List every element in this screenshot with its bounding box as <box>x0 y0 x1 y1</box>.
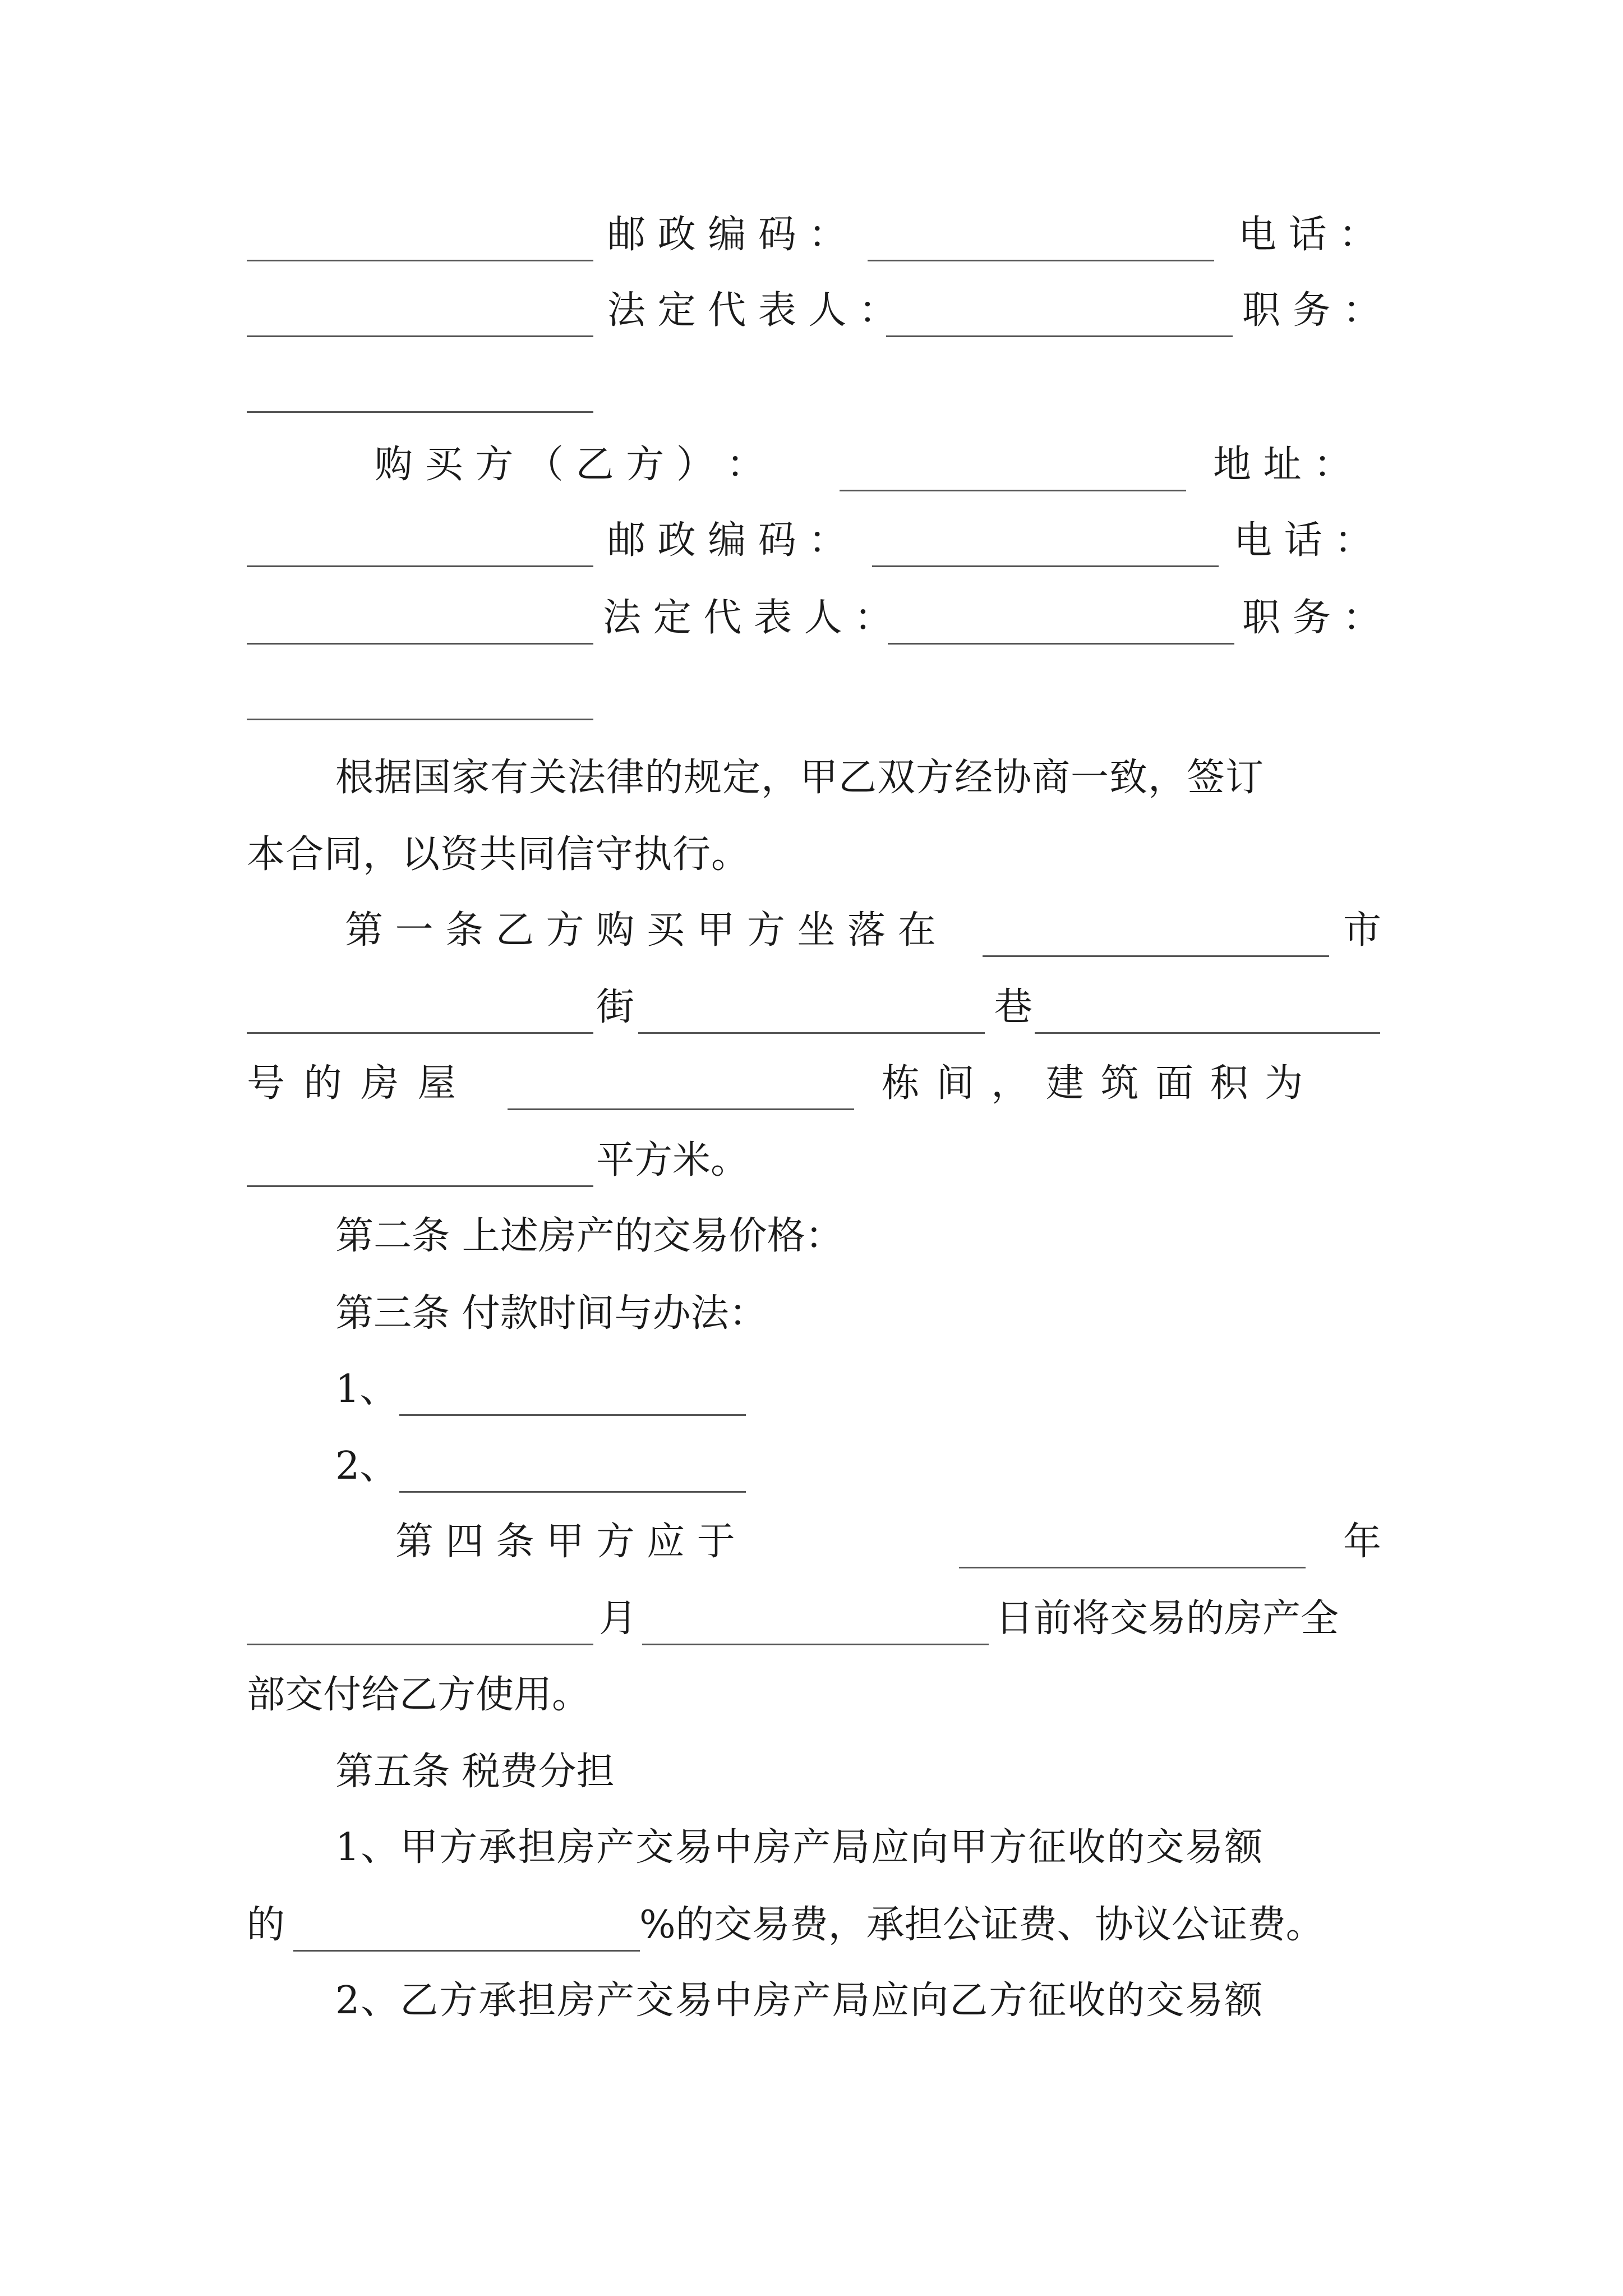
blank-field[interactable] <box>399 1414 746 1416</box>
article3-line <box>0 1291 1623 1371</box>
legal-rep-label: 法 定 代 表 人 ： <box>607 288 897 333</box>
article1-intro: 第 一 条 乙 方 购 买 甲 方 坐 落 在 <box>345 908 936 953</box>
legal-rep-label: 法 定 代 表 人 ： <box>603 596 893 640</box>
preamble-text: 根据国家有关法律的规定，甲乙双方经协商一致，签订 <box>335 756 1265 800</box>
blank-field[interactable] <box>872 565 1219 567</box>
blank-field[interactable] <box>247 411 593 413</box>
article3-text: 第三条 付款时间与办法： <box>335 1291 767 1336</box>
blank-field[interactable] <box>247 260 593 261</box>
article4-text: 部交付给乙方使用。 <box>247 1673 591 1717</box>
blank-field[interactable] <box>293 1950 640 1952</box>
postcode-label: 邮 政 编 码 ： <box>607 213 847 257</box>
article5-item1-line-2 <box>0 1903 1623 1982</box>
city-label: 市 <box>1343 908 1382 953</box>
article5-item1-text: 1、甲方承担房产交易中房产局应向甲方征收的交易额 <box>335 1825 1264 1870</box>
blank-field[interactable] <box>642 1644 989 1645</box>
building-area-label: 栋 间 ， 建 筑 面 积 为 <box>882 1061 1306 1106</box>
blank-field[interactable] <box>247 565 593 567</box>
phone-label: 电 话 ： <box>1234 518 1373 563</box>
blank-field[interactable] <box>247 1032 593 1034</box>
buyer-position-blank-line <box>0 675 1623 751</box>
blank-field[interactable] <box>247 1185 593 1187</box>
blank-field[interactable] <box>508 1108 854 1110</box>
blank-field[interactable] <box>638 1032 985 1034</box>
article5-item1-line-1 <box>0 1825 1623 1905</box>
article4-line-1 <box>0 1520 1623 1599</box>
article5-title: 第五条 税费分担 <box>335 1750 615 1794</box>
blank-field[interactable] <box>247 1644 593 1645</box>
blank-field[interactable] <box>247 335 593 337</box>
blank-field[interactable] <box>247 719 593 720</box>
blank-field[interactable] <box>886 335 1233 337</box>
item-number: 2、 <box>335 1444 398 1488</box>
article3-item-1 <box>0 1367 1623 1447</box>
preamble-text: 本合同，以资共同信守执行。 <box>247 832 750 877</box>
buyer-title-line <box>0 443 1623 522</box>
article4-line-3 <box>0 1673 1623 1752</box>
blank-field[interactable] <box>888 643 1234 645</box>
address-label: 地 址 ： <box>1213 443 1352 487</box>
lane-label: 巷 <box>994 985 1033 1029</box>
blank-field[interactable] <box>1035 1032 1380 1034</box>
area-unit-label: 平方米。 <box>596 1138 749 1182</box>
item-number: 1、 <box>335 1367 398 1411</box>
house-number-label: 号 的 房 屋 <box>247 1061 459 1106</box>
article3-item-2 <box>0 1444 1623 1524</box>
item1-prefix: 的 <box>247 1903 285 1947</box>
blank-field[interactable] <box>868 260 1214 261</box>
seller-position-blank-line <box>0 367 1623 444</box>
seller-legal-rep-line <box>0 288 1623 368</box>
preamble-line-1 <box>0 756 1623 835</box>
blank-field[interactable] <box>247 643 593 645</box>
position-label: 职 务 ： <box>1242 288 1381 333</box>
year-label: 年 <box>1343 1520 1382 1564</box>
article5-title-line <box>0 1750 1623 1829</box>
article1-line-4 <box>0 1138 1623 1218</box>
blank-field[interactable] <box>840 490 1186 491</box>
article4-intro: 第 四 条 甲 方 应 于 <box>395 1520 735 1564</box>
article2-text: 第二条 上述房产的交易价格： <box>335 1214 843 1258</box>
article1-line-2 <box>0 985 1623 1065</box>
blank-field[interactable] <box>959 1567 1306 1568</box>
postcode-label: 邮 政 编 码 ： <box>607 518 847 563</box>
article5-item2-text: 2、乙方承担房产交易中房产局应向乙方征收的交易额 <box>335 1978 1264 2023</box>
article4-line-2 <box>0 1596 1623 1676</box>
article2-line <box>0 1214 1623 1294</box>
day-text: 日前将交易的房产全 <box>995 1596 1339 1641</box>
article1-line-1 <box>0 908 1623 988</box>
blank-field[interactable] <box>983 955 1329 957</box>
seller-postcode-phone-line <box>0 213 1623 292</box>
street-label: 街 <box>596 985 635 1029</box>
blank-field[interactable] <box>399 1491 746 1493</box>
phone-label: 电 话 ： <box>1238 213 1377 257</box>
preamble-line-2 <box>0 832 1623 912</box>
buyer-postcode-phone-line <box>0 518 1623 598</box>
position-label: 职 务 ： <box>1242 596 1381 640</box>
buyer-title: 购 买 方 （ 乙 方 ） ： <box>375 443 765 487</box>
item1-suffix: %的交易费，承担公证费、协议公证费。 <box>639 1903 1324 1947</box>
month-label: 月 <box>599 1596 638 1641</box>
article1-line-3 <box>0 1061 1623 1141</box>
buyer-legal-rep-line <box>0 596 1623 675</box>
article5-item2-line-1 <box>0 1978 1623 2058</box>
